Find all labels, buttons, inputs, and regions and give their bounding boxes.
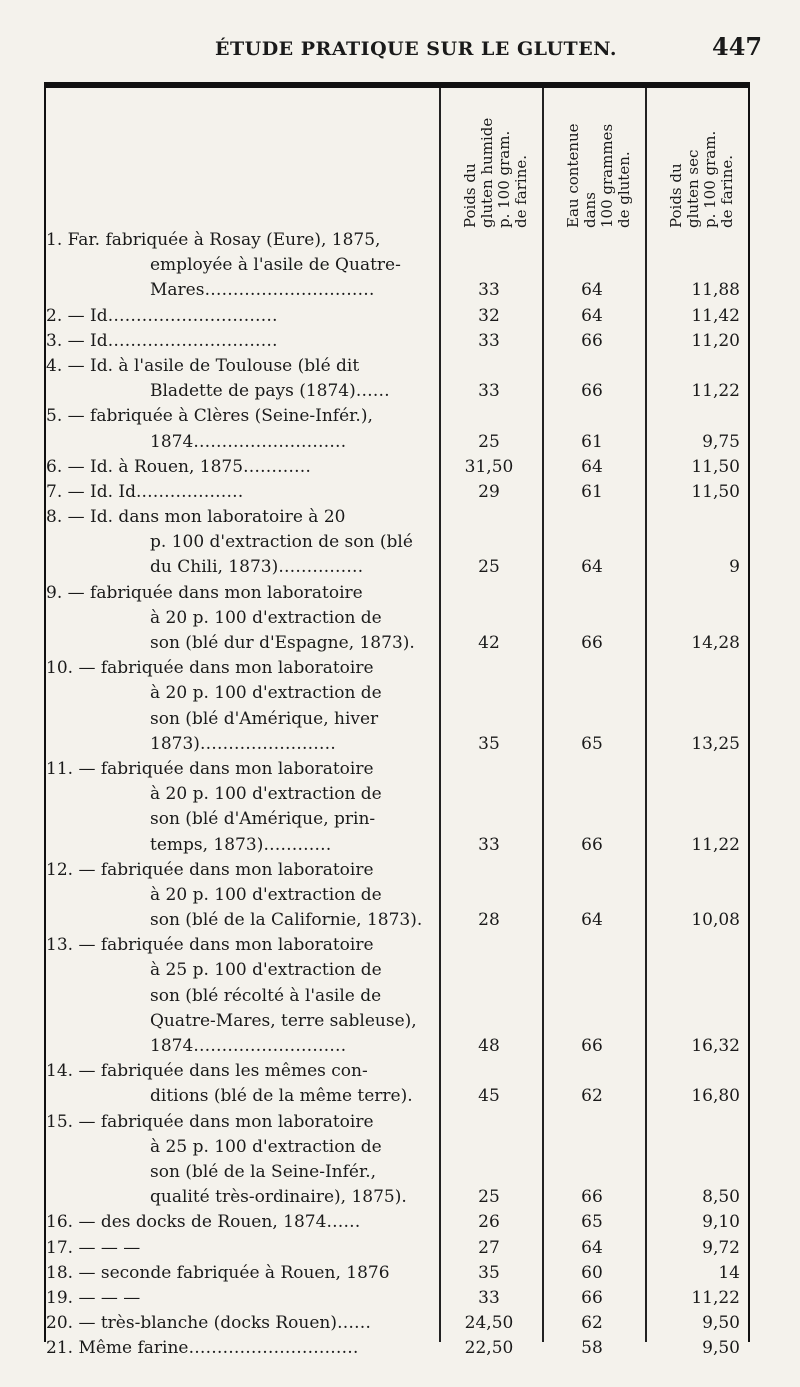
row-description-line: du Chili, 1873)…………… (150, 557, 364, 578)
table-row (46, 933, 746, 1059)
row-description (46, 304, 438, 329)
table-row (46, 329, 746, 354)
row-description-line: 14. — fabriquée dans les mêmes con- (46, 1061, 368, 1082)
row-values (438, 631, 746, 656)
table-row (46, 354, 746, 404)
dry-gluten-value: 11,88 (691, 280, 740, 301)
wet-gluten-value: 33 (478, 330, 500, 351)
table-row (46, 1336, 746, 1361)
row-values (438, 1336, 746, 1361)
row-values (438, 555, 746, 580)
row-values (438, 278, 746, 303)
dry-gluten-value: 9,75 (702, 431, 740, 452)
row-description-line: 21. Même farine………………………… (46, 1338, 359, 1359)
water-content-value: 66 (581, 381, 603, 402)
table-row (46, 1286, 746, 1311)
water-content-value: 62 (581, 1313, 603, 1334)
dry-gluten-value: 8,50 (702, 1187, 740, 1208)
row-description (46, 757, 438, 858)
wet-gluten-value: 42 (478, 633, 500, 653)
row-description-line: à 20 p. 100 d'extraction de (150, 884, 382, 905)
row-description-line: qualité très-ordinaire), 1875). (150, 1187, 407, 1208)
page-header (0, 30, 800, 70)
water-content-value: 66 (581, 834, 603, 855)
row-values (438, 1034, 746, 1059)
table-row (46, 304, 746, 329)
water-content-value: 61 (581, 431, 603, 452)
dry-gluten-value: 11,22 (691, 1287, 740, 1308)
water-content-value: 66 (581, 1036, 603, 1056)
column-header-dry-gluten (647, 88, 748, 238)
table-row (46, 581, 746, 657)
row-description-line: 17. — — — (46, 1237, 141, 1258)
water-content-value: 66 (581, 633, 603, 653)
dry-gluten-value: 11,20 (691, 330, 740, 351)
row-description (46, 1236, 438, 1261)
row-description (46, 1110, 438, 1211)
table-row (46, 1236, 746, 1261)
row-description-line: 2. — Id………………………… (46, 305, 278, 326)
row-description-line: à 25 p. 100 d'extraction de (150, 960, 382, 981)
dry-gluten-value: 13,25 (691, 733, 740, 754)
dry-gluten-value: 9,10 (702, 1212, 740, 1233)
water-content-value: 61 (581, 481, 603, 502)
header-line: p. 100 gram. (700, 130, 719, 228)
row-description (46, 480, 438, 505)
row-description-line: 16. — des docks de Rouen, 1874…… (46, 1212, 361, 1233)
water-content-value: 64 (581, 1237, 603, 1258)
table-row (46, 455, 746, 480)
table-row (46, 1110, 746, 1211)
row-description-line: Bladette de pays (1874)…… (150, 381, 390, 402)
row-description (46, 1336, 438, 1361)
wet-gluten-value: 25 (478, 1187, 500, 1208)
row-description-line: son (blé de la Californie, 1873). (150, 910, 423, 931)
dry-gluten-value: 11,22 (691, 381, 740, 402)
row-description (46, 933, 438, 1059)
row-description-line: 13. — fabriquée dans mon laboratoire (46, 935, 374, 956)
header-line: Poids du (666, 163, 685, 228)
wet-gluten-value: 33 (478, 834, 500, 855)
row-values (438, 1210, 746, 1235)
water-content-value: 66 (581, 1187, 603, 1208)
table-row (46, 757, 746, 858)
row-description (46, 1210, 438, 1235)
header-line: 100 grammes (597, 123, 616, 228)
wet-gluten-value: 45 (478, 1086, 500, 1107)
row-description-line: 11. — fabriquée dans mon laboratoire (46, 758, 374, 779)
row-description-line: 9. — fabriquée dans mon laboratoire (46, 582, 363, 603)
column-header-text (462, 118, 530, 228)
dry-gluten-value: 9,72 (702, 1237, 740, 1258)
wet-gluten-value: 31,50 (464, 456, 514, 477)
row-description-line: 8. — Id. dans mon laboratoire à 20 (46, 507, 346, 528)
table-row (46, 1261, 746, 1286)
column-header-wet-gluten (441, 88, 542, 238)
water-content-value: 64 (581, 280, 603, 301)
header-line: de farine. (717, 154, 736, 228)
table-row (46, 656, 746, 757)
water-content-value: 64 (581, 456, 603, 477)
dry-gluten-value: 16,80 (691, 1086, 740, 1107)
row-description-line: à 20 p. 100 d'extraction de (150, 607, 382, 628)
wet-gluten-value: 26 (478, 1212, 500, 1233)
row-description-line: Quatre-Mares, terre sableuse), (150, 1010, 417, 1031)
row-description-line: 6. — Id. à Rouen, 1875………… (46, 456, 312, 477)
row-description-line: 19. — — — (46, 1287, 141, 1308)
page-number: 447 (712, 32, 763, 61)
row-description-line: 10. — fabriquée dans mon laboratoire (46, 658, 374, 679)
row-values (438, 833, 746, 858)
dry-gluten-value: 9,50 (702, 1313, 740, 1334)
row-description-line: p. 100 d'extraction de son (blé (150, 532, 413, 553)
water-content-value: 64 (581, 305, 603, 326)
wet-gluten-value: 35 (478, 1262, 500, 1283)
table-row (46, 1210, 746, 1235)
row-values (438, 1311, 746, 1336)
water-content-value: 64 (581, 910, 603, 931)
row-description-line: 20. — très-blanche (docks Rouen)…… (46, 1313, 371, 1334)
running-title: ÉTUDE PRATIQUE SUR LE GLUTEN. (215, 38, 617, 60)
column-header-text (668, 131, 736, 228)
row-description-line: 1874……………………… (150, 431, 347, 452)
water-content-value: 58 (581, 1338, 603, 1359)
row-values (438, 1236, 746, 1261)
header-line: gluten humide (477, 117, 496, 228)
row-description (46, 1059, 438, 1109)
row-description-line: 7. — Id. Id.……………… (46, 481, 244, 502)
dry-gluten-value: 11,50 (691, 456, 740, 477)
row-description (46, 1286, 438, 1311)
dry-gluten-value: 10,08 (691, 910, 740, 931)
row-values (438, 304, 746, 329)
row-description (46, 1261, 438, 1286)
row-description (46, 1311, 438, 1336)
dry-gluten-value: 11,50 (691, 481, 740, 502)
row-description-line: son (blé récolté à l'asile de (150, 985, 382, 1006)
row-values (438, 908, 746, 933)
dry-gluten-value: 14 (718, 1262, 740, 1283)
table-row (46, 480, 746, 505)
row-values (438, 1084, 746, 1109)
row-description (46, 581, 438, 657)
row-values (438, 732, 746, 757)
row-description (46, 505, 438, 581)
table-body (46, 228, 746, 1361)
row-description (46, 455, 438, 480)
dry-gluten-value: 11,42 (691, 305, 740, 326)
column-header-water-content (544, 88, 645, 238)
dry-gluten-value: 16,32 (691, 1036, 740, 1056)
row-description-line: son (blé dur d'Espagne, 1873). (150, 633, 415, 653)
row-description-line: 4. — Id. à l'asile de Toulouse (blé dit (46, 355, 360, 376)
row-description-line: 5. — fabriquée à Clères (Seine-Infér.), (46, 406, 373, 427)
header-line: p. 100 gram. (494, 130, 513, 228)
row-description-line: 18. — seconde fabriquée à Rouen, 1876 (46, 1262, 390, 1283)
row-values (438, 1261, 746, 1286)
header-line: de farine. (511, 154, 530, 228)
table-row (46, 404, 746, 454)
row-description-line: 1. Far. fabriquée à Rosay (Eure), 1875, (46, 230, 381, 250)
row-description-line: à 20 p. 100 d'extraction de (150, 683, 382, 704)
water-content-value: 65 (581, 733, 603, 754)
row-values (438, 1286, 746, 1311)
row-description-line: 12. — fabriquée dans mon laboratoire (46, 859, 374, 880)
row-description-line: employée à l'asile de Quatre- (150, 255, 401, 276)
column-header-text (565, 123, 633, 228)
header-line: gluten sec (683, 149, 702, 228)
row-values (438, 455, 746, 480)
wet-gluten-value: 33 (478, 381, 500, 402)
row-description (46, 404, 438, 454)
row-description-line: son (blé d'Amérique, hiver (150, 708, 379, 729)
wet-gluten-value: 28 (478, 910, 500, 931)
wet-gluten-value: 33 (478, 280, 500, 301)
row-description-line: 3. — Id………………………… (46, 330, 278, 351)
dry-gluten-value: 14,28 (691, 633, 740, 653)
wet-gluten-value: 22,50 (464, 1338, 514, 1359)
table-row (46, 228, 746, 304)
table-row (46, 1059, 746, 1109)
dry-gluten-value: 9 (729, 557, 740, 578)
row-description (46, 329, 438, 354)
row-description (46, 354, 438, 404)
row-description-line: son (blé d'Amérique, prin- (150, 809, 376, 830)
wet-gluten-value: 29 (478, 481, 500, 502)
water-content-value: 66 (581, 330, 603, 351)
row-values (438, 1185, 746, 1210)
water-content-value: 62 (581, 1086, 603, 1107)
water-content-value: 64 (581, 557, 603, 578)
row-description-line: Mares………………………… (150, 280, 375, 301)
wet-gluten-value: 25 (478, 431, 500, 452)
row-description (46, 656, 438, 757)
header-line: Poids du (460, 163, 479, 228)
table-row (46, 1311, 746, 1336)
row-description-line: ditions (blé de la même terre). (150, 1086, 413, 1107)
row-description-line: 15. — fabriquée dans mon laboratoire (46, 1111, 374, 1132)
row-description-line: temps, 1873)………… (150, 834, 332, 855)
header-line: dans (580, 192, 599, 228)
table-row (46, 858, 746, 934)
wet-gluten-value: 33 (478, 1287, 500, 1308)
wet-gluten-value: 48 (478, 1036, 500, 1056)
water-content-value: 66 (581, 1287, 603, 1308)
row-description (46, 858, 438, 934)
row-description-line: à 25 p. 100 d'extraction de (150, 1136, 382, 1157)
row-description-line: à 20 p. 100 d'extraction de (150, 784, 382, 805)
row-description-line: son (blé de la Seine-Infér., (150, 1161, 377, 1182)
wet-gluten-value: 25 (478, 557, 500, 578)
dry-gluten-value: 11,22 (691, 834, 740, 855)
table-row (46, 505, 746, 581)
header-line: de gluten. (614, 151, 633, 228)
dry-gluten-value: 9,50 (702, 1338, 740, 1359)
header-line: Eau contenue (563, 123, 582, 228)
wet-gluten-value: 24,50 (464, 1313, 514, 1334)
water-content-value: 65 (581, 1212, 603, 1233)
row-values (438, 329, 746, 354)
row-values (438, 430, 746, 455)
row-description (46, 228, 438, 304)
wet-gluten-value: 27 (478, 1237, 500, 1258)
water-content-value: 60 (581, 1262, 603, 1283)
wet-gluten-value: 35 (478, 733, 500, 754)
row-description-line: 1873)…………………… (150, 733, 336, 754)
row-values (438, 379, 746, 404)
row-values (438, 480, 746, 505)
wet-gluten-value: 32 (478, 305, 500, 326)
row-description-line: 1874……………………… (150, 1036, 347, 1056)
